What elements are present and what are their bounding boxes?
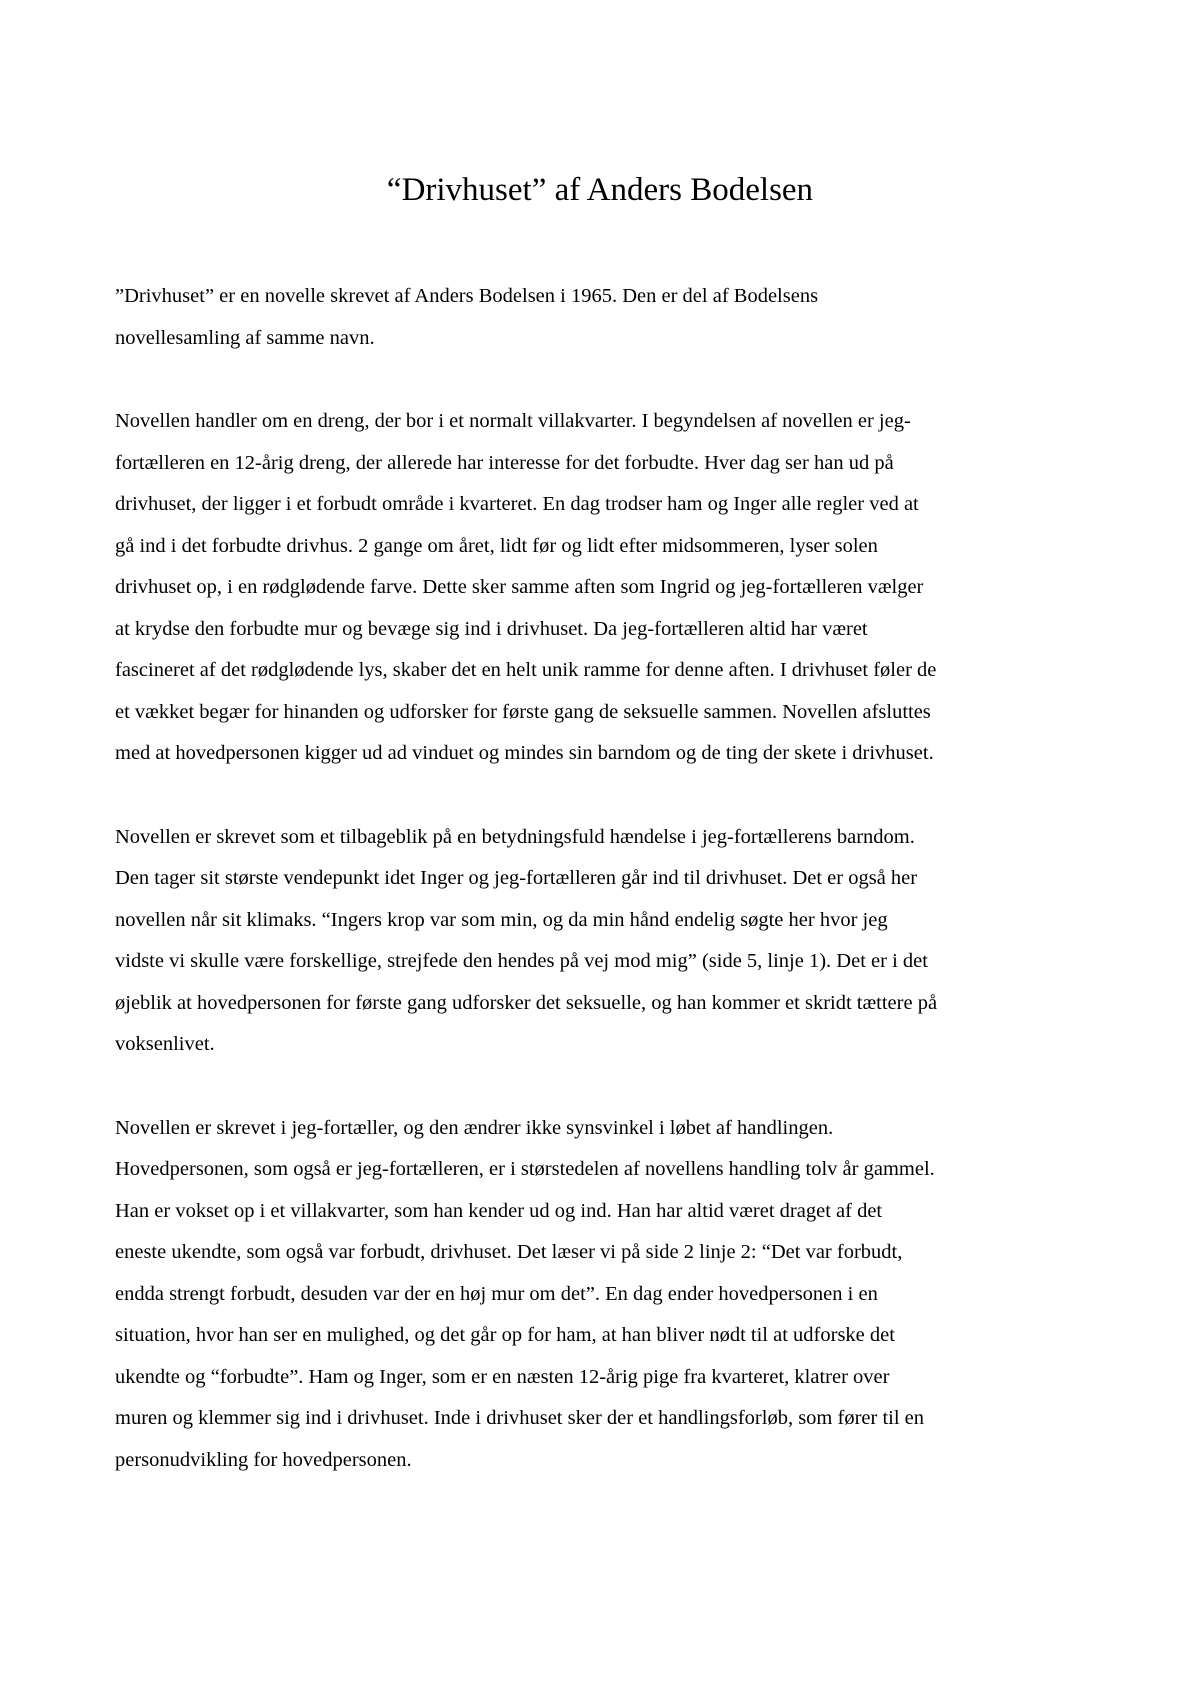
text-line: et vækket begær for hinanden og udforsker for første gang de seksuelle sammen. Novellen afsluttes: [115, 700, 931, 723]
text-line: personudvikling for hovedpersonen.: [115, 1448, 412, 1471]
text-line: gå ind i det forbudte drivhus. 2 gange om året, lidt før og lidt efter midsommeren, lyser solen: [115, 534, 878, 557]
text-line: voksenlivet.: [115, 1033, 215, 1055]
text-line: eneste ukendte, som også var forbudt, drivhuset. Det læser vi på side 2 linje 2: “Det var forbudt,: [115, 1241, 903, 1263]
text-line: Novellen handler om en dreng, der bor i et normalt villakvarter. I begyndelsen af novellen er jeg-: [115, 410, 911, 432]
paragraph-2: [115, 401, 1095, 775]
text-line: endda strengt forbudt, desuden var der en høj mur om det”. En dag ender hovedpersonen i en: [115, 1282, 878, 1305]
text-line: med at hovedpersonen kigger ud ad vinduet og mindes sin barndom og de ting der skete i drivhuset.: [115, 742, 934, 764]
text-line: novellesamling af samme navn.: [115, 326, 375, 349]
text-line: Novellen er skrevet i jeg-fortæller, og den ændrer ikke synsvinkel i løbet af handlingen.: [115, 1116, 834, 1139]
text-line: muren og klemmer sig ind i drivhuset. Inde i drivhuset sker der et handlingsforløb, som fører til en: [115, 1407, 925, 1429]
document-title: “Drivhuset” af Anders Bodelsen: [386, 172, 814, 208]
document-body: [115, 276, 1095, 1523]
text-line: øjeblik at hovedpersonen for første gang udforsker det seksuelle, og han kommer et skridt tættere på: [115, 991, 938, 1014]
text-line: vidste vi skulle være forskellige, strejfede den hendes på vej mod mig” (side 5, linje 1). Det er i det: [115, 950, 928, 972]
text-line: drivhuset, der ligger i et forbudt område i kvarteret. En dag trodser ham og Inger alle regler ved at: [115, 493, 919, 515]
text-line: Den tager sit største vendepunkt idet Inger og jeg-fortælleren går ind til drivhuset. Det er også her: [115, 867, 918, 889]
text-line: ukendte og “forbudte”. Ham og Inger, som er en næsten 12-årig pige fra kvarteret, klatrer over: [115, 1365, 890, 1388]
text-line: fascineret af det rødglødende lys, skaber det en helt unik ramme for denne aften. I drivhuset føler de: [115, 659, 937, 681]
text-line: Hovedpersonen, som også er jeg-fortælleren, er i størstedelen af novellens handling tolv år gammel.: [115, 1158, 935, 1180]
text-line: Novellen er skrevet som et tilbageblik på en betydningsfuld hændelse i jeg-fortællerens barndom.: [115, 825, 915, 848]
text-line: situation, hvor han ser en mulighed, og det går op for ham, at han bliver nødt til at udforske det: [115, 1324, 895, 1346]
paragraph-4: [115, 1108, 1095, 1482]
text-line: novellen når sit klimaks. “Ingers krop var som min, og da min hånd endelig søgte her hvor jeg: [115, 908, 888, 931]
text-line: fortælleren en 12-årig dreng, der allerede har interesse for det forbudte. Hver dag ser han ud på: [115, 451, 894, 474]
text-line: at krydse den forbudte mur og bevæge sig ind i drivhuset. Da jeg-fortælleren altid har været: [115, 617, 868, 640]
text-line: drivhuset op, i en rødglødende farve. Dette sker samme aften som Ingrid og jeg-fortælleren vælger: [115, 576, 924, 598]
paragraph-3: [115, 817, 1095, 1066]
text-line: ”Drivhuset” er en novelle skrevet af Anders Bodelsen i 1965. Den er del af Bodelsens: [115, 285, 819, 307]
paragraph-1: [115, 276, 1095, 359]
text-line: Han er vokset op i et villakvarter, som han kender ud og ind. Han har altid været draget af det: [115, 1199, 883, 1222]
